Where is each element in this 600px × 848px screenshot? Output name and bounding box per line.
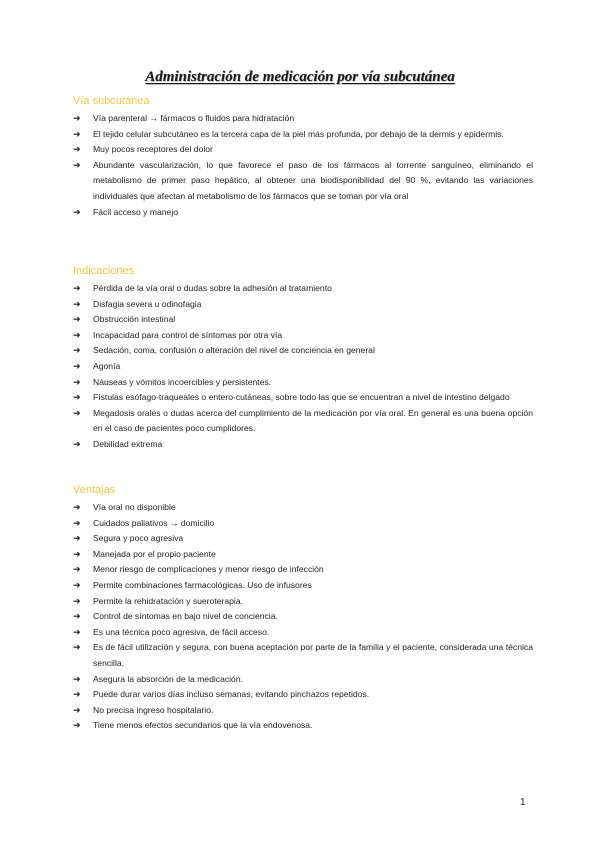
list-item xyxy=(73,609,533,625)
list-item xyxy=(73,205,533,221)
list-item-text: El tejido celular subcutáneo es la tercera capa de la piel más profunda, por debajo de la dermis y epidermis. xyxy=(93,128,504,139)
section-indicaciones xyxy=(73,264,533,453)
list-item xyxy=(73,594,533,610)
right-arrow-icon: ➔ xyxy=(73,376,81,387)
right-arrow-icon: ➔ xyxy=(73,673,81,684)
list-item-text: Menor riesgo de complicaciones y menor riesgo de infección xyxy=(93,564,324,575)
right-arrow-icon: ➔ xyxy=(73,642,81,653)
list-item-text: Sedación, coma, confusión o alteración del nivel de conciencia en general xyxy=(93,345,375,356)
list-item-text: Puede durar varios días incluso semanas, evitando pinchazos repetidos. xyxy=(93,689,370,700)
list-item-text: Es de fácil utilización y segura, con buena aceptación por parte de la familia y el paciente, considerada una técnica sencilla. xyxy=(93,642,533,668)
list-item-text: Pérdida de la vía oral o dudas sobre la adhesión al tratamiento xyxy=(93,283,332,293)
right-arrow-icon: ➔ xyxy=(73,159,81,170)
list-item-text: Control de síntomas en bajo nivel de conciencia. xyxy=(93,611,278,622)
list-item xyxy=(73,328,533,344)
list-item xyxy=(73,437,533,453)
list-item-text: Disfagia severa u odinofagia xyxy=(93,298,202,309)
right-arrow-icon: ➔ xyxy=(73,517,81,528)
list-item-text: Fácil acceso y manejo xyxy=(93,206,179,217)
list-item xyxy=(73,390,533,406)
list-item xyxy=(73,281,533,297)
right-arrow-icon: ➔ xyxy=(73,206,81,217)
right-arrow-icon: ➔ xyxy=(73,144,81,155)
right-arrow-icon: ➔ xyxy=(73,579,81,590)
right-arrow-icon: ➔ xyxy=(73,564,81,575)
list-item xyxy=(73,111,533,127)
list-item xyxy=(73,640,533,671)
list-item xyxy=(73,531,533,547)
list-item xyxy=(73,142,533,158)
list-item xyxy=(73,703,533,719)
list-item xyxy=(73,625,533,641)
right-arrow-icon: ➔ xyxy=(73,438,81,449)
list-item-text: Segura y poco agresiva xyxy=(93,533,184,544)
list-item xyxy=(73,127,533,143)
list-item xyxy=(73,687,533,703)
list-item xyxy=(73,500,533,516)
list-item-text: Debilidad extrema xyxy=(93,438,163,449)
list-item-text: Incapacidad para control de síntomas por otra vía xyxy=(93,329,283,340)
right-arrow-icon: ➔ xyxy=(73,128,81,139)
right-arrow-icon: ➔ xyxy=(73,392,81,403)
right-arrow-icon: ➔ xyxy=(73,502,81,512)
list-item xyxy=(73,516,533,532)
right-arrow-icon: ➔ xyxy=(73,626,81,637)
page-number: 1 xyxy=(520,797,526,808)
list-item xyxy=(73,672,533,688)
list-item xyxy=(73,578,533,594)
right-arrow-icon: ➔ xyxy=(73,329,81,340)
right-arrow-icon: ➔ xyxy=(73,360,81,371)
list-item-text: Es una técnica poco agresiva, de fácil acceso. xyxy=(93,626,270,637)
bullet-list xyxy=(73,111,533,220)
bullet-list xyxy=(73,500,533,734)
list-item-text: Abundante vascularización, lo que favorece el paso de los fármacos al torrente sanguíneo, eliminando el metabolismo de primer paso hepático, al obtener una biodisponibilidad del 90 %, evitando las variaciones individuales que afectan al metabolismo de los fármacos que se toman por vía oral xyxy=(93,159,533,201)
right-arrow-icon: ➔ xyxy=(73,283,81,293)
section-heading: Indicaciones xyxy=(73,265,135,277)
list-item-text: Vía oral no disponible xyxy=(93,502,176,512)
list-item-text: Permite combinaciones farmacológicas. Uso de infusores xyxy=(93,579,312,590)
right-arrow-icon: ➔ xyxy=(73,611,81,622)
section-via-subcutanea xyxy=(73,94,533,220)
list-item xyxy=(73,562,533,578)
list-item-text: Vía parenteral → fármacos o fluidos para hidratación xyxy=(93,113,295,123)
list-item xyxy=(73,312,533,328)
right-arrow-icon: ➔ xyxy=(73,314,81,325)
right-arrow-icon: ➔ xyxy=(73,704,81,715)
list-item xyxy=(73,718,533,734)
right-arrow-icon: ➔ xyxy=(73,345,81,356)
document-title: Administración de medicación por vía subcutánea xyxy=(145,69,455,85)
list-item-text: Obstrucción intestinal xyxy=(93,314,176,325)
right-arrow-icon: ➔ xyxy=(73,548,81,559)
right-arrow-icon: ➔ xyxy=(73,298,81,309)
list-item xyxy=(73,343,533,359)
list-item-text: Tiene menos efectos secundarios que la vía endovenosa. xyxy=(93,720,313,731)
list-item-text: Náuseas y vómitos incoercibles y persistentes. xyxy=(93,376,272,387)
list-item xyxy=(73,375,533,391)
list-item-text: Muy pocos receptores del dolor xyxy=(93,144,213,155)
right-arrow-icon: ➔ xyxy=(73,595,81,606)
right-arrow-icon: ➔ xyxy=(73,533,81,544)
list-item-text: Permite la rehidratación y sueroterapia. xyxy=(93,595,243,606)
list-item-text: Manejada por el propio paciente xyxy=(93,548,216,559)
list-item xyxy=(73,547,533,563)
list-item-text: Megadosis orales o dudas acerca del cumplimiento de la medicación por vía oral. En general es una buena opción en el caso de pacientes poco cumplidores. xyxy=(93,407,533,434)
list-item xyxy=(73,158,533,205)
right-arrow-icon: ➔ xyxy=(73,113,81,123)
section-heading: Ventajas xyxy=(73,484,116,496)
list-item-text: No precisa ingreso hospitalario. xyxy=(93,704,214,715)
right-arrow-icon: ➔ xyxy=(73,689,81,700)
section-heading: Vía subcutánea xyxy=(73,95,150,107)
list-item-text: Asegura la absorción de la medicación. xyxy=(93,673,244,684)
list-item-text: Cuidados paliativos → domicilio xyxy=(93,517,215,528)
section-ventajas xyxy=(73,483,533,734)
list-item xyxy=(73,297,533,313)
list-item xyxy=(73,359,533,375)
list-item xyxy=(73,406,533,437)
right-arrow-icon: ➔ xyxy=(73,407,81,418)
right-arrow-icon: ➔ xyxy=(73,720,81,731)
list-item-text: Agonía xyxy=(93,360,121,371)
list-item-text: Fístulas esófago-traqueales o entero-cutáneas, sobre todo las que se encuentran a nivel de intestino delgado xyxy=(93,392,510,403)
bullet-list xyxy=(73,281,533,453)
